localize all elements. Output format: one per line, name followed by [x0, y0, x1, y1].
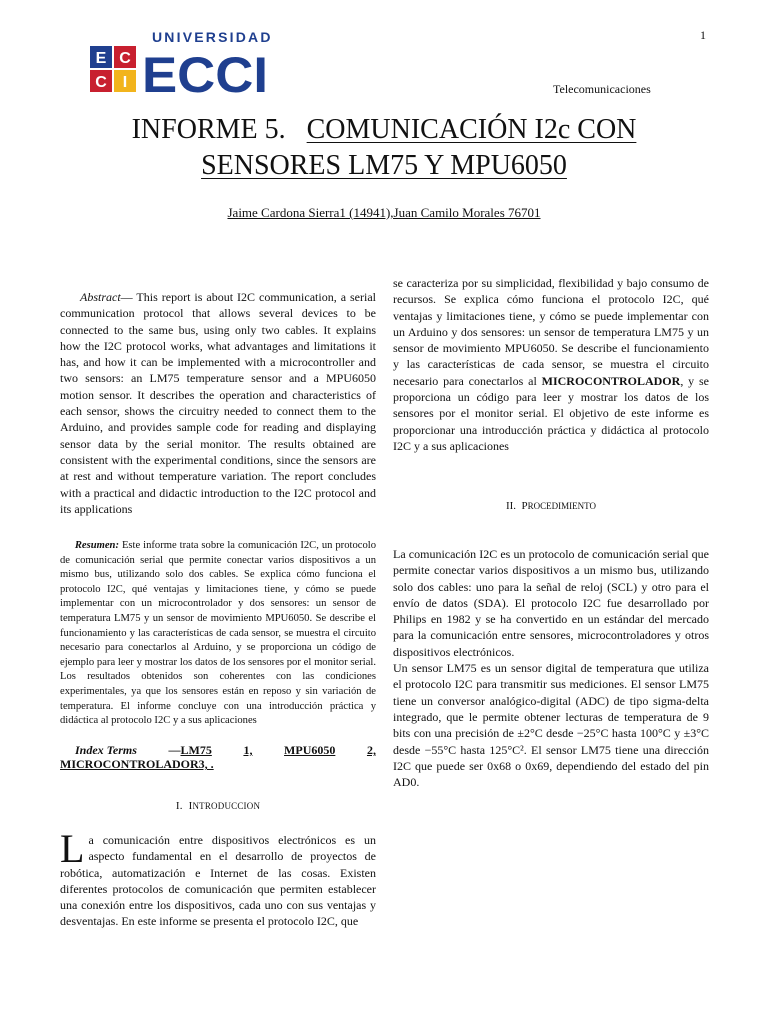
abstract: Abstract— This report is about I2C communication, a serial communication protocol that allows several devices to be connected to the same bus, using only two cables. It explains how the I2C protocol works, what advantages and limitations it has, and how it can be implemented with a microcontroller and two sensors: an LM75 temperature sensor and a MPU6050 motion sensor. It describes the operation and characteristics of each sensor, shows the circuitry needed to connect them to the Arduino, and provides sample code for reading and displaying sensor data by the serial monitor. The results obtained are consistent with the experimental conditions, since the sensors are at rest and without temperature variation. The report concludes with a practical and didactic introduction to the I2C protocol and its applications — [60, 290, 377, 516]
procedimiento-paragraph-1: La comunicación I2C es un protocolo de comunicación serial que permite conectar varios dispositivos a un mismo bus, utilizando solo dos cables: uno para la señal de reloj (SCL) y otro para el envío de datos (SDA). El protocolo I2C fue desarrollado por Philips en 1982 y se ha convertido en un estándar del mercado para la comunicación entre sensores, microcontroladores y otros dispositivos electrónicos. — [393, 547, 709, 659]
resumen: Resumen: Este informe trata sobre la comunicación I2C, un protocolo de comunicación serial que permite conectar varios dispositivos a un mismo bus, utilizando solo dos cables. Se explica cómo funciona el protocolo I2C, qué ventajas y limitaciones tiene, y cómo se puede implementar con un microcontrolador y dos sensores: un sensor de temperatura LM75 y un sensor de movimiento MPU6050. Se describe el funcionamiento y las características de cada sensor, se muestra el circuito necesario para conectarlos al Arduino, y se proporciona un código de ejemplo para leer y mostrar los datos de los sensores por el monitor serial. Los resultados obtenidos son coherentes con las condiciones experimentales, ya que los sensores están en reposo y sin variación de temperatura. El informe concluye con una introducción práctica y didáctica al protocolo I2C y a sus aplicaciones — [60, 540, 376, 727]
logo-main-text: ECCI — [142, 47, 268, 96]
svg-text:I: I — [122, 74, 128, 91]
svg-text:C: C — [119, 50, 131, 67]
paper-title: INFORME 5. COMUNICACIÓN I2c CON SENSORES LM75 Y MPU6050 — [131, 114, 637, 181]
authors: Jaime Cardona Sierra1 (14941),Juan Camilo Morales 76701 — [227, 205, 541, 220]
drop-cap: L — [60, 826, 85, 871]
resumen-label: Resumen: — [74, 540, 119, 551]
logo-top-text: UNIVERSIDAD — [152, 29, 273, 45]
section-heading-introduccion: I. INTRODUCCION — [175, 800, 261, 812]
section-heading-procedimiento: II. PROCEDIMIENTO — [505, 500, 597, 512]
introduccion-text: La comunicación entre dispositivos electrónicos es un aspecto fundamental en el desarrollo de proyectos de robótica, automatización e Internet de las cosas. Existen diferentes protocolos de comunicación que permiten establecer una conexión entre los dispositivos, cada uno con sus ventajas y desventajas. En este informe se presenta el protocolo I2C, que — [60, 826, 376, 929]
procedimiento-text — [393, 546, 709, 790]
page-number: 1 — [700, 28, 706, 42]
department-label: Telecomunicaciones — [553, 82, 651, 96]
procedimiento-paragraph-2: Un sensor LM75 es un sensor digital de temperatura que utiliza el protocolo I2C para transmitir sus mediciones. El sensor LM75 tiene un conversor analógico-digital (ADC) de tipo sigma-delta integrado, que le permite obtener lecturas de temperatura de 9 bits con una precisión de ±2°C desde −25°C hasta 100°C y ±3°C desde −55°C hasta 125°C². El sensor LM75 tiene una dirección I2C que puede ser 0x68 o 0x69, dependiendo del estado del pin AD0. — [393, 661, 709, 790]
svg-text:E: E — [95, 50, 107, 67]
svg-text:C: C — [95, 74, 107, 91]
introduccion-continued: se caracteriza por su simplicidad, flexibilidad y bajo consumo de recursos. Se explica cómo funciona el protocolo I2C, qué ventajas y limitaciones tiene, y cómo se puede implementar con un Arduino y dos sensores: un sensor de temperatura LM75 y un sensor de movimiento MPU6050. Se describe el funcionamiento y las características de cada sensor, se muestra el circuito necesario para conectarlos al MICROCONTROLADOR, y se proporciona un código para leer y mostrar los datos de los sensores por el monitor serial. El objetivo de este informe es proporcionar una introducción práctica y didáctica al protocolo I2C y a sus aplicaciones — [393, 276, 709, 453]
university-logo — [88, 26, 273, 96]
index-terms: Index Terms —LM75 1, MPU6050 2, MICROCONTROLADOR3, . — [60, 743, 376, 771]
abstract-label: Abstract — [79, 290, 121, 304]
